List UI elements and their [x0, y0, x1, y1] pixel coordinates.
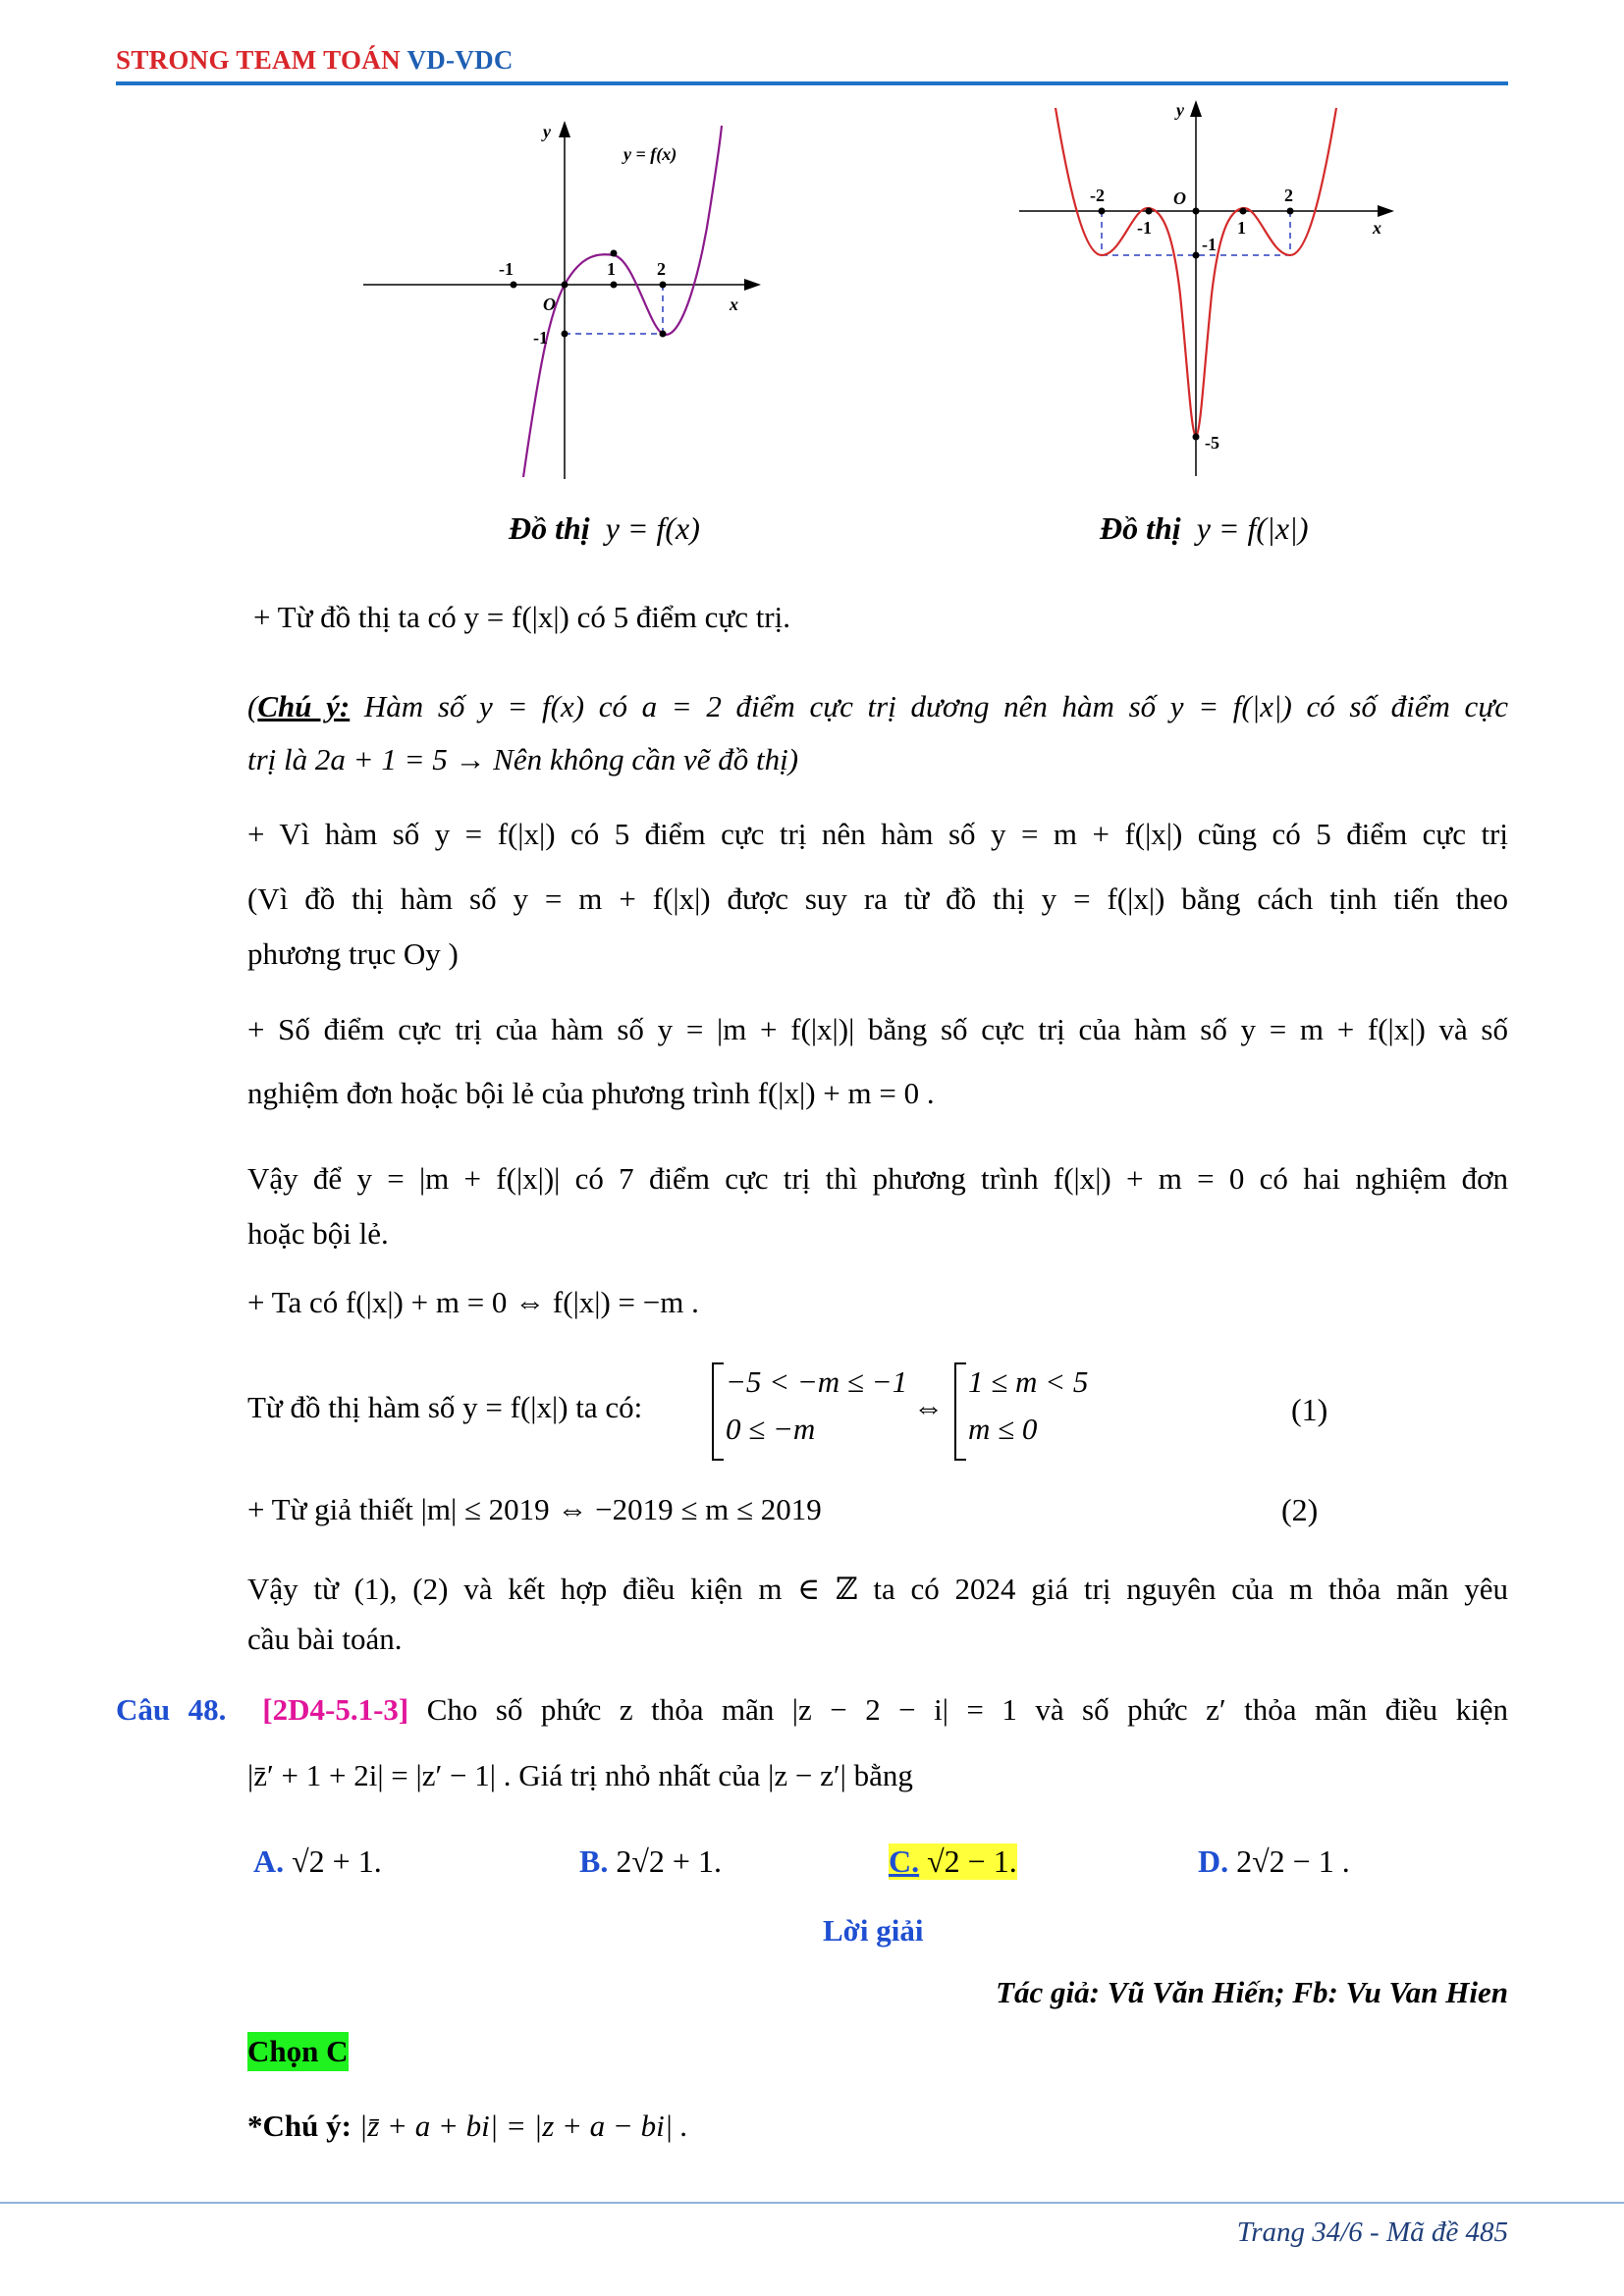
caption-right: Đồ thị y = f(|x|)	[1100, 510, 1309, 546]
line-10: + Ta có f(|x|) + m = 0 ⇔ f(|x|) = −m .	[247, 1285, 699, 1319]
option-c: C. √2 − 1.	[889, 1843, 1017, 1879]
question-48-line-2: |z̄′ + 1 + 2i| = |z′ − 1| . Giá trị nhỏ nhất của |z − z′| bằng	[247, 1758, 913, 1792]
running-header: STRONG TEAM TOÁN VD-VDC	[116, 45, 514, 75]
tag-1: (1)	[1291, 1392, 1328, 1427]
line-8: Vậy để y = |m + f(|x|)| có 7 điểm cực trị thì phương trình f(|x|) + m = 0 có hai nghiệm đơn	[247, 1161, 1508, 1196]
tick-2-x: 2	[657, 259, 666, 279]
tag-2: (2)	[1281, 1492, 1319, 1527]
line-13: Vậy từ (1), (2) và kết hợp điều kiện m ∈ ℤ ta có 2024 giá trị nguyên của m thỏa mãn yêu	[247, 1572, 1508, 1606]
line-9: hoặc bội lẻ.	[247, 1216, 389, 1251]
note-line-2: trị là 2a + 1 = 5 → Nên không cần vẽ đồ thị)	[247, 742, 799, 776]
line-12: + Từ giả thiết |m| ≤ 2019 ⇔ −2019 ≤ m ≤ 2019	[247, 1492, 822, 1526]
final-note: *Chú ý: |z̄ + a + bi| = |z + a − bi| .	[247, 2109, 688, 2143]
option-a: A. √2 + 1.	[253, 1843, 382, 1879]
line-3: + Vì hàm số y = f(|x|) có 5 điểm cực trị nên hàm số y = m + f(|x|) cũng có 5 điểm cực trị	[247, 817, 1508, 851]
origin-label-2: O	[1173, 188, 1186, 208]
page-footer: Trang 34/6 - Mã đề 485	[1236, 2216, 1508, 2248]
graph-f-x	[358, 116, 771, 489]
origin-label: O	[543, 294, 556, 314]
author-line: Tác giả: Vũ Văn Hiến; Fb: Vu Van Hien	[996, 1975, 1508, 2009]
option-d: D. 2√2 − 1 .	[1198, 1843, 1350, 1879]
tick-neg1: -1	[1137, 218, 1152, 238]
line-7: nghiệm đơn hoặc bội lẻ của phương trình f(|x|) + m = 0 .	[247, 1076, 935, 1110]
tick-neg2: -2	[1090, 186, 1105, 205]
line-4: (Vì đồ thị hàm số y = m + f(|x|) được suy ra từ đồ thị y = f(|x|) bằng cách tịnh tiến theo	[247, 881, 1508, 916]
curve-label: y = f(x)	[623, 144, 677, 164]
line-5: phương trục Oy )	[247, 936, 459, 971]
line-11: Từ đồ thị hàm số y = f(|x|) ta có:	[247, 1390, 643, 1424]
tick-neg1-y-2: -1	[1202, 235, 1217, 254]
question-48-line-1: Câu 48. [2D4-5.1-3] Cho số phức z thỏa mãn |z − 2 − i| = 1 và số phức z′ thỏa mãn điều kiện	[116, 1692, 1509, 1727]
note-line-1: (Chú ý: Hàm số y = f(x) có a = 2 điểm cực trị dương nên hàm số y = f(|x|) có số điểm cực	[247, 689, 1508, 723]
tick-neg1-y: -1	[533, 328, 548, 347]
answer-choice: Chọn C	[247, 2032, 349, 2071]
tick-1-x: 1	[607, 259, 616, 279]
footer-rule	[0, 2202, 1624, 2204]
system-1: −5 < −m ≤ −1 0 ≤ −m	[712, 1362, 910, 1461]
graph-f-abs-x	[1011, 98, 1404, 481]
line-14: cầu bài toán.	[247, 1622, 403, 1656]
tick-neg5: -5	[1205, 433, 1219, 453]
line-1: + Từ đồ thị ta có y = f(|x|) có 5 điểm cực trị.	[253, 600, 790, 634]
y-axis-label-2: y	[1176, 100, 1184, 120]
tick-neg1-x: -1	[499, 259, 514, 279]
option-b: B. 2√2 + 1.	[579, 1843, 722, 1879]
y-axis-label: y	[543, 122, 551, 141]
solution-title: Lời giải	[823, 1913, 924, 1948]
header-rule	[116, 81, 1508, 85]
x-axis-label-2: x	[1373, 218, 1381, 238]
x-axis-label: x	[730, 294, 738, 314]
tick-2: 2	[1284, 186, 1293, 205]
caption-left: Đồ thị y = f(x)	[509, 510, 700, 546]
line-6: + Số điểm cực trị của hàm số y = |m + f(|x|)| bằng số cực trị của hàm số y = m + f(|x|) và số	[247, 1012, 1508, 1046]
system-2: 1 ≤ m < 5 m ≤ 0	[954, 1362, 1123, 1461]
equivalence-sign: ⇔	[913, 1390, 944, 1424]
tick-1: 1	[1237, 218, 1246, 238]
